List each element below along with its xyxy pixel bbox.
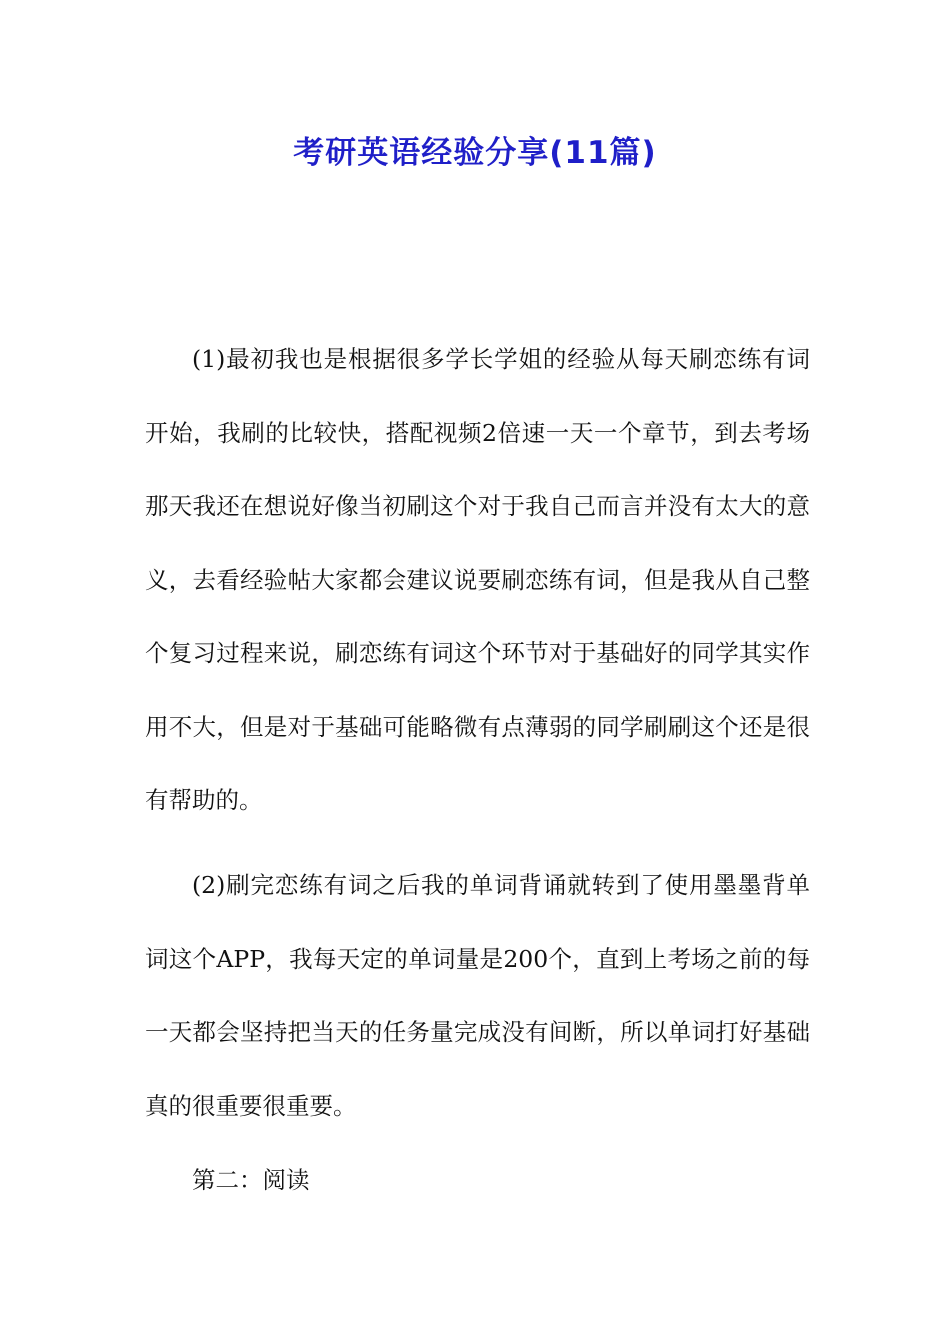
document-title: 考研英语经验分享(11篇) [293, 135, 657, 171]
paragraph-2: (2)刷完恋练有词之后我的单词背诵就转到了使用墨墨背单词这个APP，我每天定的单词量是200个，直到上考场之前的每一天都会坚持把当天的任务量完成没有间断，所以单词打好基础真的很重要很重要。 [145, 871, 810, 1120]
paragraph-1: (1)最初我也是根据很多学长学姐的经验从每天刷恋练有词开始，我刷的比较快，搭配视频2倍速一天一个章节，到去考场那天我还在想说好像当初刷这个对于我自己而言并没有太大的意义，去看经验帖大家都会建议说要刷恋练有词，但是我从自己整个复习过程来说，刷恋练有词这个环节对于基础好的同学其实作用不大，但是对于基础可能略微有点薄弱的同学刷刷这个还是很有帮助的。 [145, 345, 810, 814]
section-heading-reading: 第二：阅读 [192, 1166, 310, 1194]
